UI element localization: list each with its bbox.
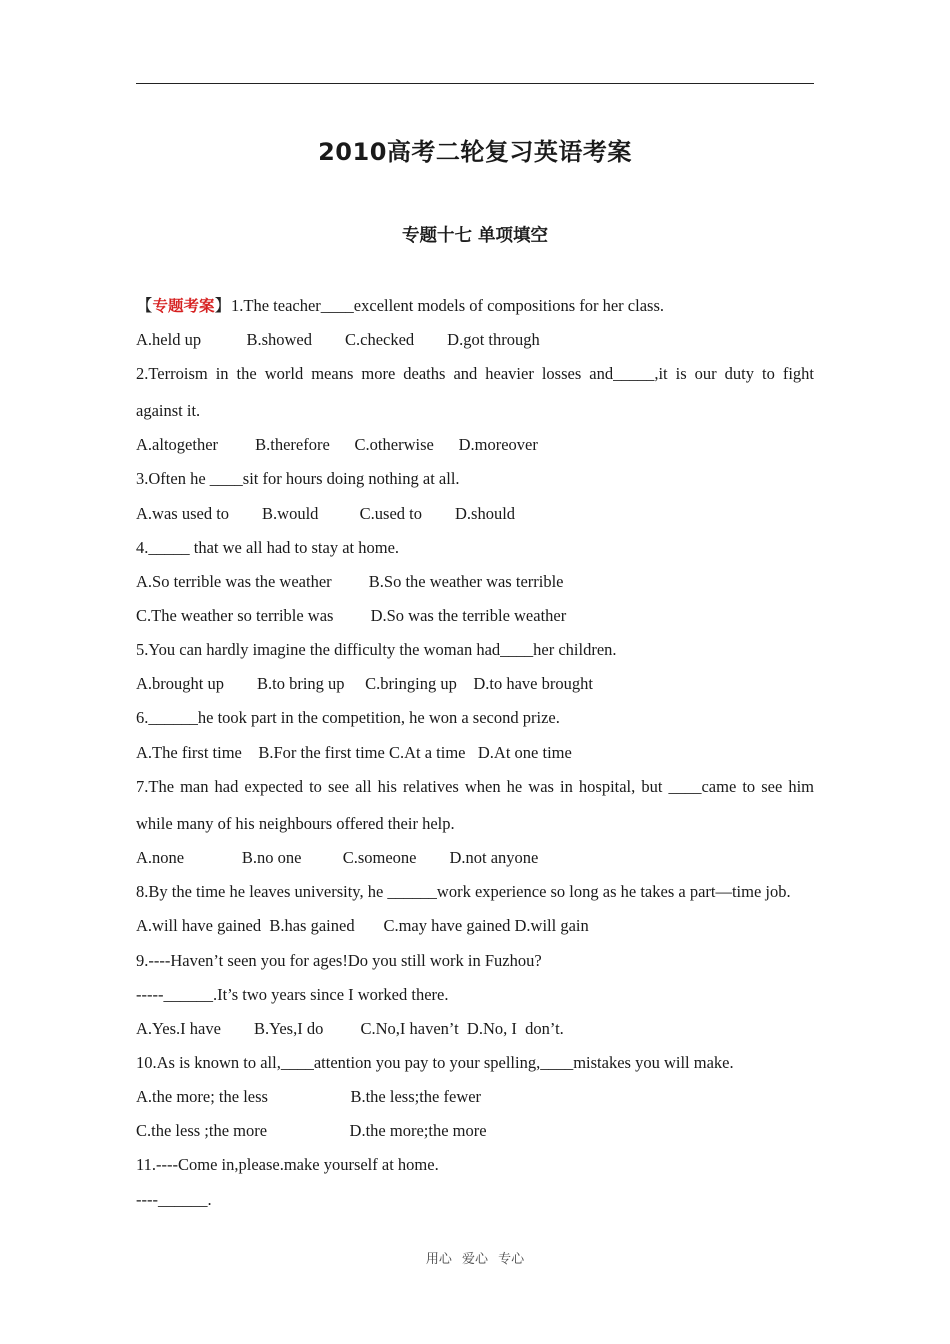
question-11: 11.----Come in,please.make yourself at home. xyxy=(136,1155,439,1174)
section-tag-open: 【 xyxy=(136,296,153,315)
question-9-reply: -----______.It’s two years since I worked there. xyxy=(136,985,449,1004)
question-9: 9.----Haven’t seen you for ages!Do you still work in Fuzhou? xyxy=(136,951,542,970)
question-10: 10.As is known to all,____attention you pay to your spelling,____mistakes you will make. xyxy=(136,1053,734,1072)
question-8: 8.By the time he leaves university, he ______work experience so long as he takes a part—time job. xyxy=(136,882,791,901)
question-2: 2.Terroism in the world means more deaths and heavier losses and_____,it is our duty to fight xyxy=(136,364,814,383)
options-4b: C.The weather so terrible was D.So was the terrible weather xyxy=(136,606,567,625)
question-6: 6.______he took part in the competition, he won a second prize. xyxy=(136,708,560,727)
options-2: A.altogether B.therefore C.otherwise D.moreover xyxy=(136,435,538,454)
header-rule xyxy=(136,83,814,84)
options-5: A.brought up B.to bring up C.bringing up D.to have brought xyxy=(136,674,593,693)
page-footer: 用心 爱心 专心 xyxy=(425,1252,525,1267)
options-6: A.The first time B.For the first time C.At a time D.At one time xyxy=(136,743,572,762)
question-7-cont: while many of his neighbours offered their help. xyxy=(136,814,455,833)
document-subtitle: 专题十七 单项填空 xyxy=(401,226,549,246)
question-2-cont: against it. xyxy=(136,401,201,420)
section-tag-close: 】 xyxy=(214,296,232,315)
options-10b: C.the less ;the more D.the more;the more xyxy=(136,1121,487,1140)
question-3: 3.Often he ____sit for hours doing nothing at all. xyxy=(136,469,460,488)
options-4a: A.So terrible was the weather B.So the weather was terrible xyxy=(136,572,564,591)
question-text: 1.The teacher____excellent models of compositions for her class. xyxy=(231,296,665,315)
question-7: 7.The man had expected to see all his relatives when he was in hospital, but ____came to see him xyxy=(136,777,814,796)
options-1: A.held up B.showed C.checked D.got through xyxy=(136,330,540,349)
options-10a: A.the more; the less B.the less;the fewer xyxy=(136,1087,482,1106)
options-7: A.none B.no one C.someone D.not anyone xyxy=(136,848,539,867)
question-1 xyxy=(136,295,814,317)
question-5: 5.You can hardly imagine the difficulty the woman had____her children. xyxy=(136,640,617,659)
options-8: A.will have gained B.has gained C.may have gained D.will gain xyxy=(136,916,589,935)
section-tag-label: 专题考案 xyxy=(152,297,215,315)
question-4: 4._____ that we all had to stay at home. xyxy=(136,538,400,557)
options-9: A.Yes.I have B.Yes,I do C.No,I haven’t D.No, I don’t. xyxy=(136,1019,564,1038)
document-title: 2010高考二轮复习英语考案 xyxy=(318,138,632,166)
options-3: A.was used to B.would C.used to D.should xyxy=(136,504,516,523)
question-11-reply: ----______. xyxy=(136,1190,212,1209)
